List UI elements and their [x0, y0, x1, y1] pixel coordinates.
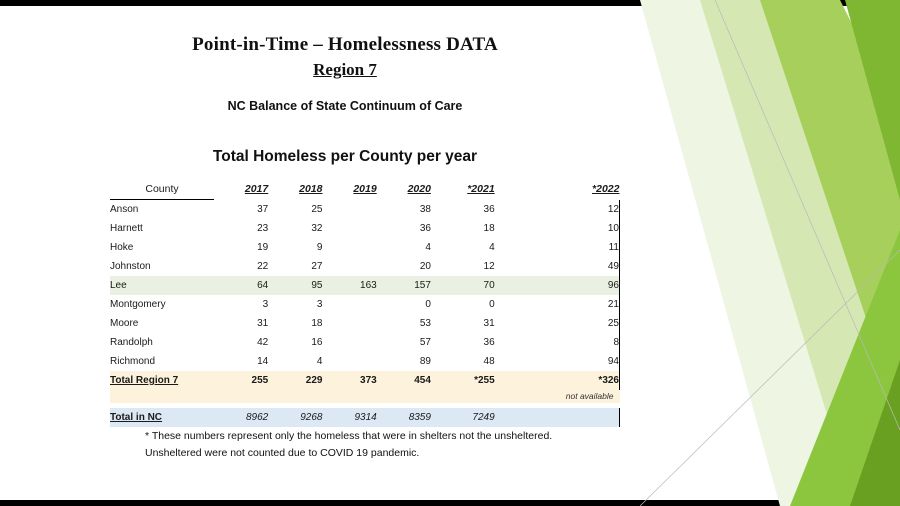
- table-row: [110, 219, 620, 238]
- cell-2018: 4: [316, 356, 323, 367]
- cell-2017: 42: [257, 337, 269, 348]
- column-header-2022: *2022: [592, 183, 620, 196]
- cell-2021: 36: [483, 337, 495, 348]
- cell-total-region-2020: 454: [377, 371, 431, 390]
- cell-2022: 25: [495, 314, 620, 333]
- footnote-line-1: * These numbers represent only the homeless that were in shelters not the unsheltered.: [145, 430, 553, 442]
- cell-2019: [322, 257, 376, 276]
- cell-2022: 10: [495, 219, 620, 238]
- cell-2021: 12: [483, 261, 495, 272]
- cell-total-nc-2017: 8962: [214, 408, 268, 427]
- table-row-total-region: [110, 371, 620, 390]
- table-row: [110, 333, 620, 352]
- cell-2017: 22: [257, 261, 269, 272]
- cell-county: Hoke: [110, 242, 134, 253]
- table-row: [110, 352, 620, 371]
- note-not-available: not available: [495, 390, 620, 403]
- cell-2019: [322, 295, 376, 314]
- cell-2022: 21: [495, 295, 620, 314]
- cell-2018: 16: [311, 337, 323, 348]
- table-row: [110, 295, 620, 314]
- cell-2017: 64: [214, 276, 268, 295]
- table-row: [110, 257, 620, 276]
- cell-county: Moore: [110, 318, 139, 329]
- column-header-2021: *2021: [467, 183, 495, 196]
- cell-2020: 20: [419, 261, 431, 272]
- table-row-note: [110, 390, 620, 403]
- cell-2022: 96: [495, 276, 620, 295]
- cell-county: Harnett: [110, 223, 143, 234]
- cell-total-nc-2020: 8359: [377, 408, 431, 427]
- table-row: [110, 276, 620, 295]
- cell-2018: 3: [316, 299, 323, 310]
- organization-label: NC Balance of State Continuum of Care: [227, 99, 463, 113]
- cell-2021: 4: [489, 242, 495, 253]
- cell-total-nc-2018: 9268: [268, 408, 322, 427]
- column-header-2020: 2020: [407, 183, 431, 196]
- cell-2021: 36: [483, 203, 495, 215]
- cell-2021: 70: [431, 276, 495, 295]
- table-row: [110, 314, 620, 333]
- table-row: [110, 200, 620, 220]
- table-row-total-nc: [110, 408, 620, 427]
- footnote-line-2: Unsheltered were not counted due to COVID 19 pandemic.: [145, 447, 420, 459]
- cell-total-nc-2022: [495, 408, 620, 427]
- footnote: [145, 428, 552, 462]
- note-spacer: [110, 390, 495, 403]
- cell-total-nc-label: Total in NC: [110, 408, 214, 427]
- cell-2018: 32: [311, 223, 323, 234]
- cell-2020: 53: [419, 318, 431, 329]
- cell-total-region-2022: *326: [495, 371, 620, 390]
- letterbox-bottom: [0, 500, 900, 506]
- cell-2019: [322, 352, 376, 371]
- homeless-data-table-wrapper: [110, 180, 620, 427]
- cell-total-region-2021: *255: [431, 371, 495, 390]
- letterbox-top: [0, 0, 900, 6]
- column-header-2017: 2017: [244, 183, 269, 196]
- cell-total-nc-2019: 9314: [322, 408, 376, 427]
- table-row: [110, 238, 620, 257]
- cell-county: Randolph: [110, 337, 153, 348]
- cell-2022: 49: [495, 257, 620, 276]
- cell-total-region-label: Total Region 7: [110, 371, 214, 390]
- cell-2017: 31: [257, 318, 269, 329]
- page-title: Point-in-Time – Homelessness DATA: [192, 34, 498, 55]
- homeless-data-table: [110, 180, 620, 427]
- column-header-2018: 2018: [299, 183, 323, 196]
- cell-2020: 36: [419, 223, 431, 234]
- cell-total-region-2019: 373: [322, 371, 376, 390]
- cell-2021: 0: [489, 299, 495, 310]
- cell-2017: 3: [262, 299, 269, 310]
- cell-2022: 8: [495, 333, 620, 352]
- cell-2019: 163: [322, 276, 376, 295]
- cell-total-region-2017: 255: [214, 371, 268, 390]
- cell-county: Montgomery: [110, 299, 166, 310]
- table-caption: Total Homeless per County per year: [212, 148, 478, 165]
- cell-2018: 9: [316, 242, 323, 253]
- cell-2018: 18: [311, 318, 323, 329]
- cell-2020: 57: [419, 337, 431, 348]
- cell-2022: 94: [495, 352, 620, 371]
- cell-2021: 48: [483, 356, 495, 367]
- cell-2019: [322, 238, 376, 257]
- column-header-2019: 2019: [353, 183, 377, 196]
- cell-2019: [322, 314, 376, 333]
- column-header-county: County: [110, 180, 214, 200]
- cell-2022: 12: [495, 200, 620, 220]
- cell-2017: 23: [257, 223, 269, 234]
- cell-county: Johnston: [110, 261, 151, 272]
- table-header-row: [110, 180, 620, 200]
- cell-total-region-2018: 229: [268, 371, 322, 390]
- cell-county: Anson: [110, 204, 139, 215]
- cell-2020: 38: [419, 203, 431, 215]
- cell-2019: [322, 333, 376, 352]
- cell-2020: 157: [377, 276, 431, 295]
- cell-2018: 25: [311, 203, 323, 215]
- cell-2021: 18: [483, 223, 495, 234]
- cell-county: Richmond: [110, 356, 156, 367]
- cell-2020: 4: [425, 242, 431, 253]
- cell-county: Lee: [110, 276, 214, 295]
- cell-2017: 19: [257, 242, 269, 253]
- cell-2019: [322, 219, 376, 238]
- title-block: [0, 34, 690, 113]
- cell-2019: [322, 200, 376, 220]
- cell-2017: 14: [257, 356, 269, 367]
- cell-2022: 11: [495, 238, 620, 257]
- cell-2018: 95: [268, 276, 322, 295]
- page-subtitle: Region 7: [313, 60, 377, 79]
- cell-total-nc-2021: 7249: [431, 408, 495, 427]
- cell-2017: 37: [257, 203, 269, 215]
- cell-2021: 31: [483, 318, 495, 329]
- cell-2020: 0: [425, 299, 431, 310]
- cell-2020: 89: [419, 356, 431, 367]
- cell-2018: 27: [311, 261, 323, 272]
